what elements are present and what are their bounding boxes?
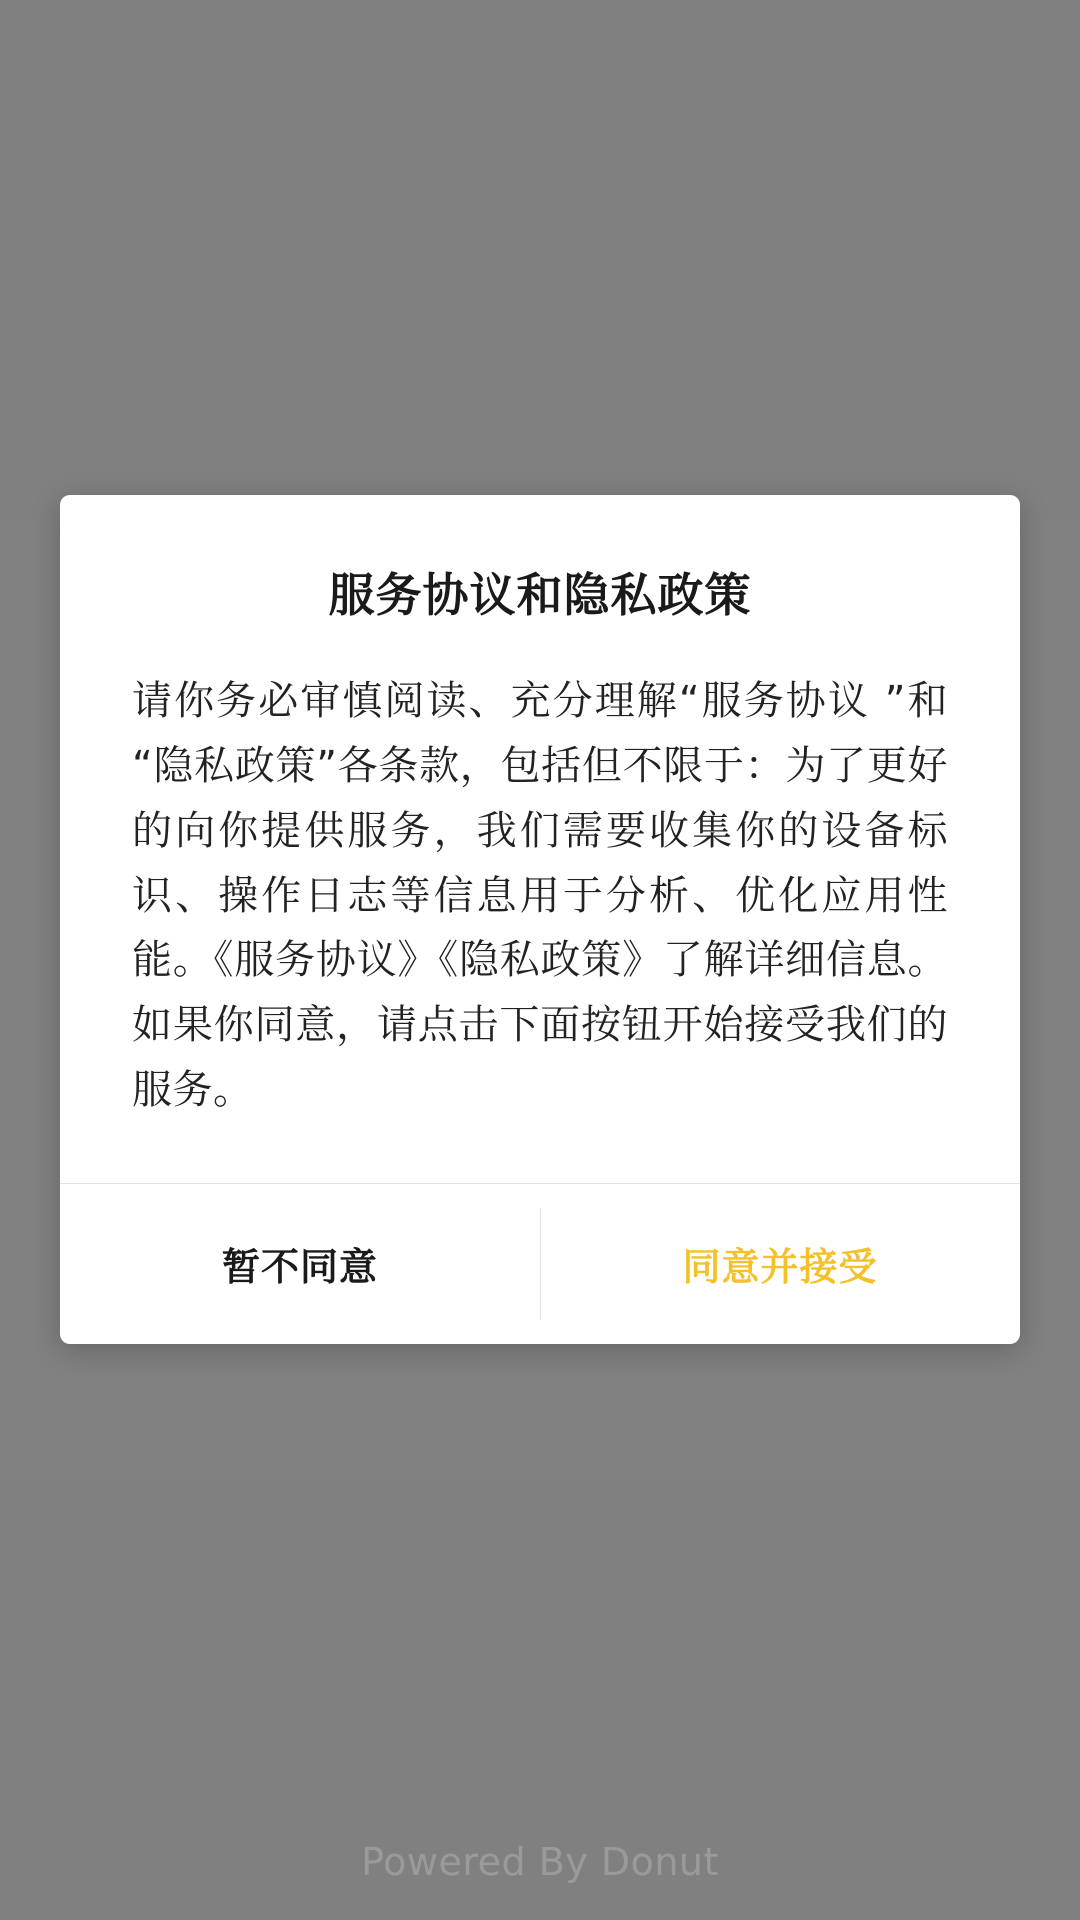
dialog-body: [60, 623, 1020, 1183]
actions-vertical-divider: [540, 1208, 541, 1320]
decline-button[interactable]: 暂不同意: [60, 1184, 540, 1344]
powered-by-label: Powered By Donut: [361, 1840, 719, 1884]
dialog-actions: [60, 1184, 1020, 1344]
dialog-message: 请你务必审慎阅读、充分理解“服务协议 ”和“隐私政策”各条款，包括但不限于：为了更好的向你提供服务，我们需要收集你的设备标识、操作日志等信息用于分析、优化应用性能。《服务协议》《隐私政策》了解详细信息。如果你同意，请点击下面按钮开始接受我们的服务。: [132, 678, 948, 1113]
accept-button[interactable]: 同意并接受: [540, 1184, 1020, 1344]
privacy-policy-dialog: [60, 495, 1020, 1344]
dialog-title: 服务协议和隐私政策: [328, 568, 752, 622]
